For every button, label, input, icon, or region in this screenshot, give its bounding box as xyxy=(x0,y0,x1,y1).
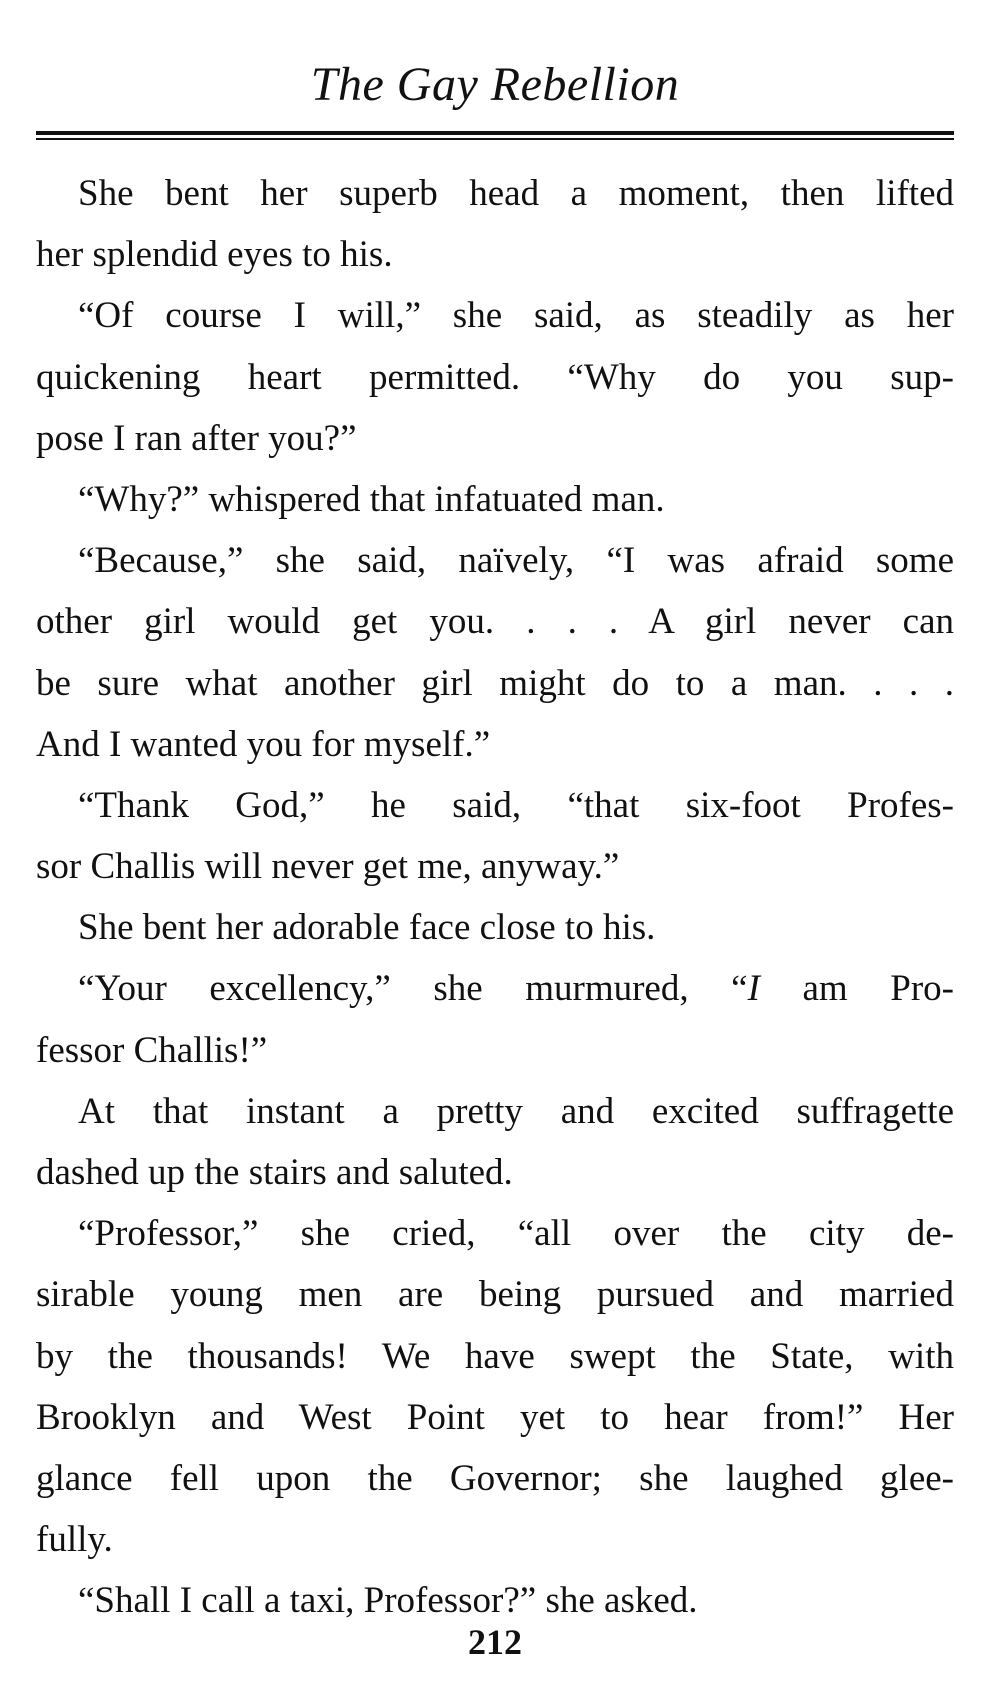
body-text xyxy=(36,163,954,1632)
header-rule-thin xyxy=(36,138,954,140)
text-line: “Your excellency,” she murmured, “I am Pro- xyxy=(78,968,954,1010)
text-line: quickening heart permitted. “Why do you sup- xyxy=(36,356,954,398)
running-head-title: The Gay Rebellion xyxy=(310,58,680,111)
text-line: “Of course I will,” she said, as steadily as her xyxy=(78,295,954,337)
text-line: sor Challis will never get me, anyway.” xyxy=(36,846,620,888)
text-line: by the thousands! We have swept the State, with xyxy=(36,1335,954,1377)
text-line: fully. xyxy=(36,1519,113,1561)
text-line: fessor Challis!” xyxy=(36,1029,268,1071)
text-line: “Why?” whispered that infatuated man. xyxy=(78,478,665,520)
book-page xyxy=(36,0,954,1686)
text-line: be sure what another girl might do to a man. . . . xyxy=(36,662,954,704)
emphasis: I xyxy=(747,968,760,1010)
text-line: other girl would get you. . . . A girl never can xyxy=(36,601,954,643)
page-number: 212 xyxy=(468,1622,522,1662)
text-line: She bent her adorable face close to his. xyxy=(78,907,656,949)
text-line: sirable young men are being pursued and married xyxy=(36,1274,954,1316)
text-line: pose I ran after you?” xyxy=(36,417,357,459)
text-line: “Professor,” she cried, “all over the city de- xyxy=(78,1213,954,1255)
text-line: She bent her superb head a moment, then lifted xyxy=(78,173,954,214)
text-line: “Thank God,” he said, “that six-foot Profes- xyxy=(78,784,954,826)
text-line: And I wanted you for myself.” xyxy=(36,723,491,765)
text-line: her splendid eyes to his. xyxy=(36,234,393,276)
text-line: At that instant a pretty and excited suffragette xyxy=(78,1090,954,1132)
text-line: “Because,” she said, naïvely, “I was afraid some xyxy=(78,540,954,582)
text-line: dashed up the stairs and saluted. xyxy=(36,1152,513,1193)
header-rule-thick xyxy=(36,131,954,135)
text-line: “Shall I call a taxi, Professor?” she asked. xyxy=(78,1580,698,1622)
text-line: glance fell upon the Governor; she laughed glee- xyxy=(36,1457,954,1499)
text-line: Brooklyn and West Point yet to hear from!” Her xyxy=(36,1396,954,1438)
